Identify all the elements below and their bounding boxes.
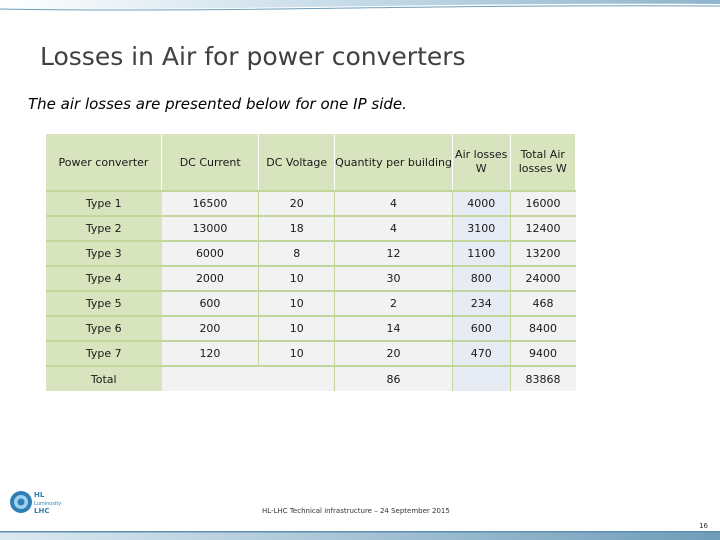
cell-converter: Type 4: [46, 266, 162, 291]
cell-converter: Type 5: [46, 291, 162, 316]
cell-dc-current: 6000: [162, 241, 259, 266]
cell-quantity: 2: [335, 291, 453, 316]
header-power-converter: Power converter: [46, 134, 162, 191]
header-air-losses: Air losses W: [452, 134, 510, 191]
header-quantity: Quantity per building: [335, 134, 453, 191]
cell-converter: Type 2: [46, 216, 162, 241]
cell-converter: Type 7: [46, 341, 162, 366]
cell-air-losses: 3100: [452, 216, 510, 241]
header-dc-current: DC Current: [162, 134, 259, 191]
cell-dc-voltage: 18: [259, 216, 335, 241]
cell-dc-voltage: 10: [259, 291, 335, 316]
cell-dc-current: 200: [162, 316, 259, 341]
table-total-row: [46, 366, 576, 391]
cell-quantity: 4: [335, 216, 453, 241]
cell-total-air-losses: 13200: [510, 241, 575, 266]
cell-dc-voltage: 8: [259, 241, 335, 266]
power-converter-table: [46, 134, 576, 390]
cell-dc-voltage: 20: [259, 191, 335, 216]
total-air-losses-sum: 83868: [510, 366, 575, 391]
cell-total-air-losses: 12400: [510, 216, 575, 241]
slide-subtitle: The air losses are presented below for one IP side.: [28, 95, 407, 113]
cell-air-losses: 800: [452, 266, 510, 291]
page-number: 16: [699, 522, 708, 530]
cell-dc-current: 13000: [162, 216, 259, 241]
table-row: [46, 291, 576, 316]
cell-dc-current: 16500: [162, 191, 259, 216]
cell-air-losses: 4000: [452, 191, 510, 216]
table-row: [46, 241, 576, 266]
cell-dc-current: 120: [162, 341, 259, 366]
cell-air-losses: 234: [452, 291, 510, 316]
table-header-row: [46, 134, 576, 191]
total-empty-cell: [162, 366, 335, 391]
total-quantity: 86: [335, 366, 453, 391]
bottom-decorative-band: [0, 529, 720, 540]
svg-text:Luminosity: Luminosity: [34, 501, 62, 507]
cell-total-air-losses: 9400: [510, 341, 575, 366]
cell-quantity: 20: [335, 341, 453, 366]
cell-quantity: 4: [335, 191, 453, 216]
table-row: [46, 341, 576, 366]
cell-total-air-losses: 468: [510, 291, 575, 316]
header-total-air-losses: Total Air losses W: [510, 134, 575, 191]
top-decorative-band: [0, 0, 720, 14]
table-row: [46, 191, 576, 216]
table-row: [46, 266, 576, 291]
cell-dc-current: 2000: [162, 266, 259, 291]
cell-air-losses: 600: [452, 316, 510, 341]
cell-air-losses: 470: [452, 341, 510, 366]
cell-dc-voltage: 10: [259, 316, 335, 341]
svg-text:LHC: LHC: [34, 507, 50, 515]
cell-converter: Type 1: [46, 191, 162, 216]
cell-total-air-losses: 16000: [510, 191, 575, 216]
cell-converter: Type 3: [46, 241, 162, 266]
cell-dc-voltage: 10: [259, 341, 335, 366]
slide-footer: HL-LHC Technical infrastructure – 24 September 2015: [262, 507, 450, 515]
svg-text:HL: HL: [34, 491, 45, 499]
total-label: Total: [46, 366, 162, 391]
cell-quantity: 12: [335, 241, 453, 266]
slide-title: Losses in Air for power converters: [40, 42, 466, 71]
cell-dc-voltage: 10: [259, 266, 335, 291]
table-row: [46, 216, 576, 241]
cell-converter: Type 6: [46, 316, 162, 341]
cell-air-losses: 1100: [452, 241, 510, 266]
hl-lhc-logo: [8, 488, 70, 516]
cell-total-air-losses: 24000: [510, 266, 575, 291]
cell-total-air-losses: 8400: [510, 316, 575, 341]
cell-dc-current: 600: [162, 291, 259, 316]
cell-quantity: 14: [335, 316, 453, 341]
table-row: [46, 316, 576, 341]
header-dc-voltage: DC Voltage: [259, 134, 335, 191]
losses-table: [46, 134, 576, 391]
total-air-empty-cell: [452, 366, 510, 391]
cell-quantity: 30: [335, 266, 453, 291]
